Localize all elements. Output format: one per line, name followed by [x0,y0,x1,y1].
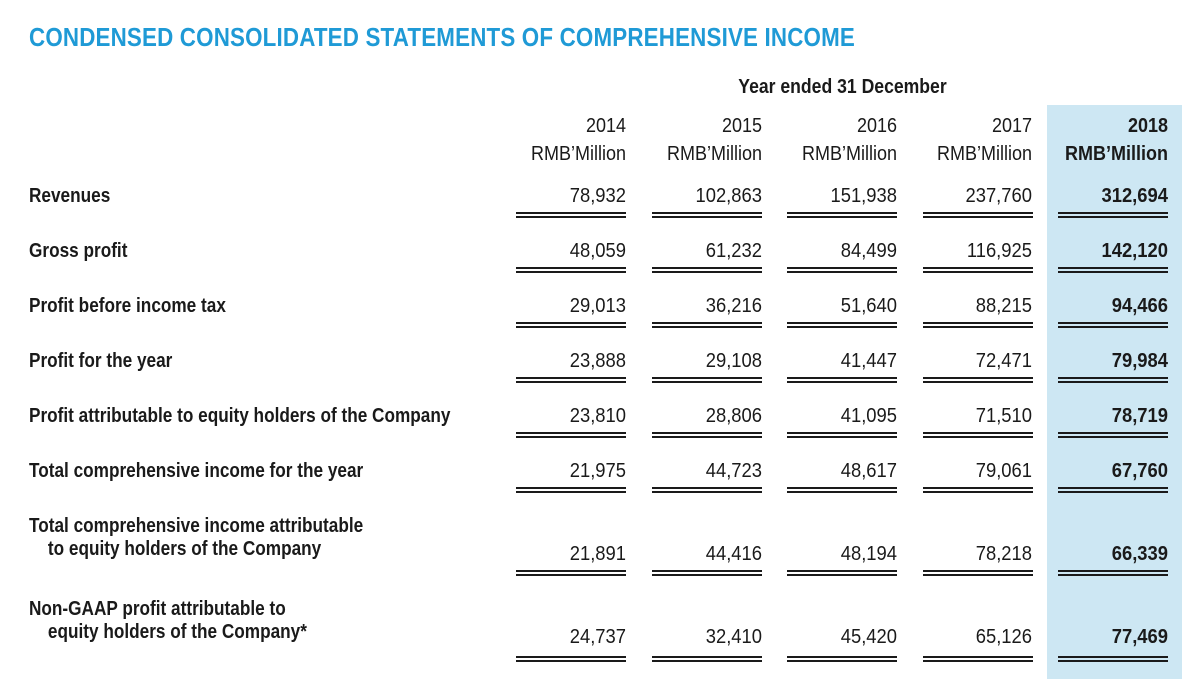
column-unit: RMB’Million [666,143,762,165]
row-label-line: Non-GAAP profit attributable to [29,598,286,620]
double-underline [787,432,897,438]
column-year: 2017 [991,115,1032,137]
double-underline [652,212,762,218]
table-cell: 41,447 [840,350,897,372]
double-underline [516,570,626,576]
double-underline [1058,656,1168,662]
row-label [29,515,363,561]
double-underline [923,656,1033,662]
table-cell: 61,232 [705,240,762,262]
row-label: Profit for the year [29,350,173,372]
table-cell: 66,339 [1111,543,1168,565]
row-label-line: to equity holders of the Company [47,538,322,560]
double-underline [652,267,762,273]
row-label: Profit before income tax [29,295,226,317]
column-year: 2018 [1127,115,1168,137]
column-unit: RMB’Million [801,143,897,165]
double-underline [923,212,1033,218]
table-cell: 21,975 [569,460,626,482]
table-cell: 45,420 [840,626,897,648]
double-underline [1058,267,1168,273]
double-underline [923,570,1033,576]
double-underline [1058,487,1168,493]
double-underline [787,322,897,328]
double-underline [516,487,626,493]
double-underline [652,570,762,576]
row-label: Total comprehensive income for the year [29,460,364,482]
double-underline [652,487,762,493]
double-underline [787,570,897,576]
table-cell: 142,120 [1101,240,1168,262]
double-underline [923,432,1033,438]
table-cell: 23,888 [569,350,626,372]
table-cell: 78,218 [975,543,1032,565]
double-underline [1058,377,1168,383]
table-cell: 48,194 [840,543,897,565]
table-cell: 21,891 [569,543,626,565]
double-underline [516,322,626,328]
table-cell: 312,694 [1101,185,1168,207]
table-cell: 84,499 [840,240,897,262]
double-underline [516,432,626,438]
column-year: 2015 [721,115,762,137]
double-underline [516,377,626,383]
row-label: Gross profit [29,240,128,262]
double-underline [652,377,762,383]
table-cell: 116,925 [966,240,1032,262]
row-label-line: equity holders of the Company* [47,621,307,643]
table-cell: 65,126 [975,626,1032,648]
double-underline [787,377,897,383]
column-unit: RMB’Million [936,143,1032,165]
double-underline [923,487,1033,493]
table-cell: 79,984 [1111,350,1168,372]
row-label: Revenues [29,185,111,207]
table-cell: 79,061 [975,460,1032,482]
page-title: CONDENSED CONSOLIDATED STATEMENTS OF COMPREHENSIVE INCOME [29,22,855,52]
double-underline [787,487,897,493]
double-underline [1058,570,1168,576]
double-underline [652,432,762,438]
table-cell: 67,760 [1111,460,1168,482]
table-cell: 36,216 [705,295,762,317]
table-cell: 24,737 [569,626,626,648]
row-label: Profit attributable to equity holders of the Company [29,405,451,427]
table-cell: 29,108 [705,350,762,372]
table-cell: 151,938 [830,185,897,207]
table-cell: 71,510 [975,405,1032,427]
double-underline [652,322,762,328]
double-underline [652,656,762,662]
table-cell: 23,810 [569,405,626,427]
table-cell: 88,215 [975,295,1032,317]
table-cell: 51,640 [840,295,897,317]
double-underline [923,377,1033,383]
table-cell: 29,013 [569,295,626,317]
table-cell: 44,723 [705,460,762,482]
table-cell: 41,095 [840,405,897,427]
double-underline [516,656,626,662]
double-underline [787,656,897,662]
table-cell: 78,932 [569,185,626,207]
row-label [29,598,307,644]
double-underline [516,212,626,218]
double-underline [923,322,1033,328]
period-header: Year ended 31 December [738,76,947,98]
double-underline [1058,212,1168,218]
table-cell: 28,806 [705,405,762,427]
table-cell: 72,471 [975,350,1032,372]
table-cell: 48,059 [569,240,626,262]
double-underline [923,267,1033,273]
double-underline [1058,432,1168,438]
double-underline [516,267,626,273]
column-year: 2014 [585,115,626,137]
double-underline [787,212,897,218]
double-underline [1058,322,1168,328]
table-cell: 77,469 [1111,626,1168,648]
table-cell: 48,617 [840,460,897,482]
table-cell: 237,760 [965,185,1032,207]
table-cell: 102,863 [695,185,762,207]
row-label-line: Total comprehensive income attributable [29,515,364,537]
column-unit: RMB’Million [1065,143,1168,165]
table-cell: 94,466 [1111,295,1168,317]
double-underline [787,267,897,273]
table-cell: 32,410 [705,626,762,648]
table-cell: 44,416 [705,543,762,565]
column-year: 2016 [856,115,897,137]
column-unit: RMB’Million [530,143,626,165]
table-cell: 78,719 [1111,405,1168,427]
